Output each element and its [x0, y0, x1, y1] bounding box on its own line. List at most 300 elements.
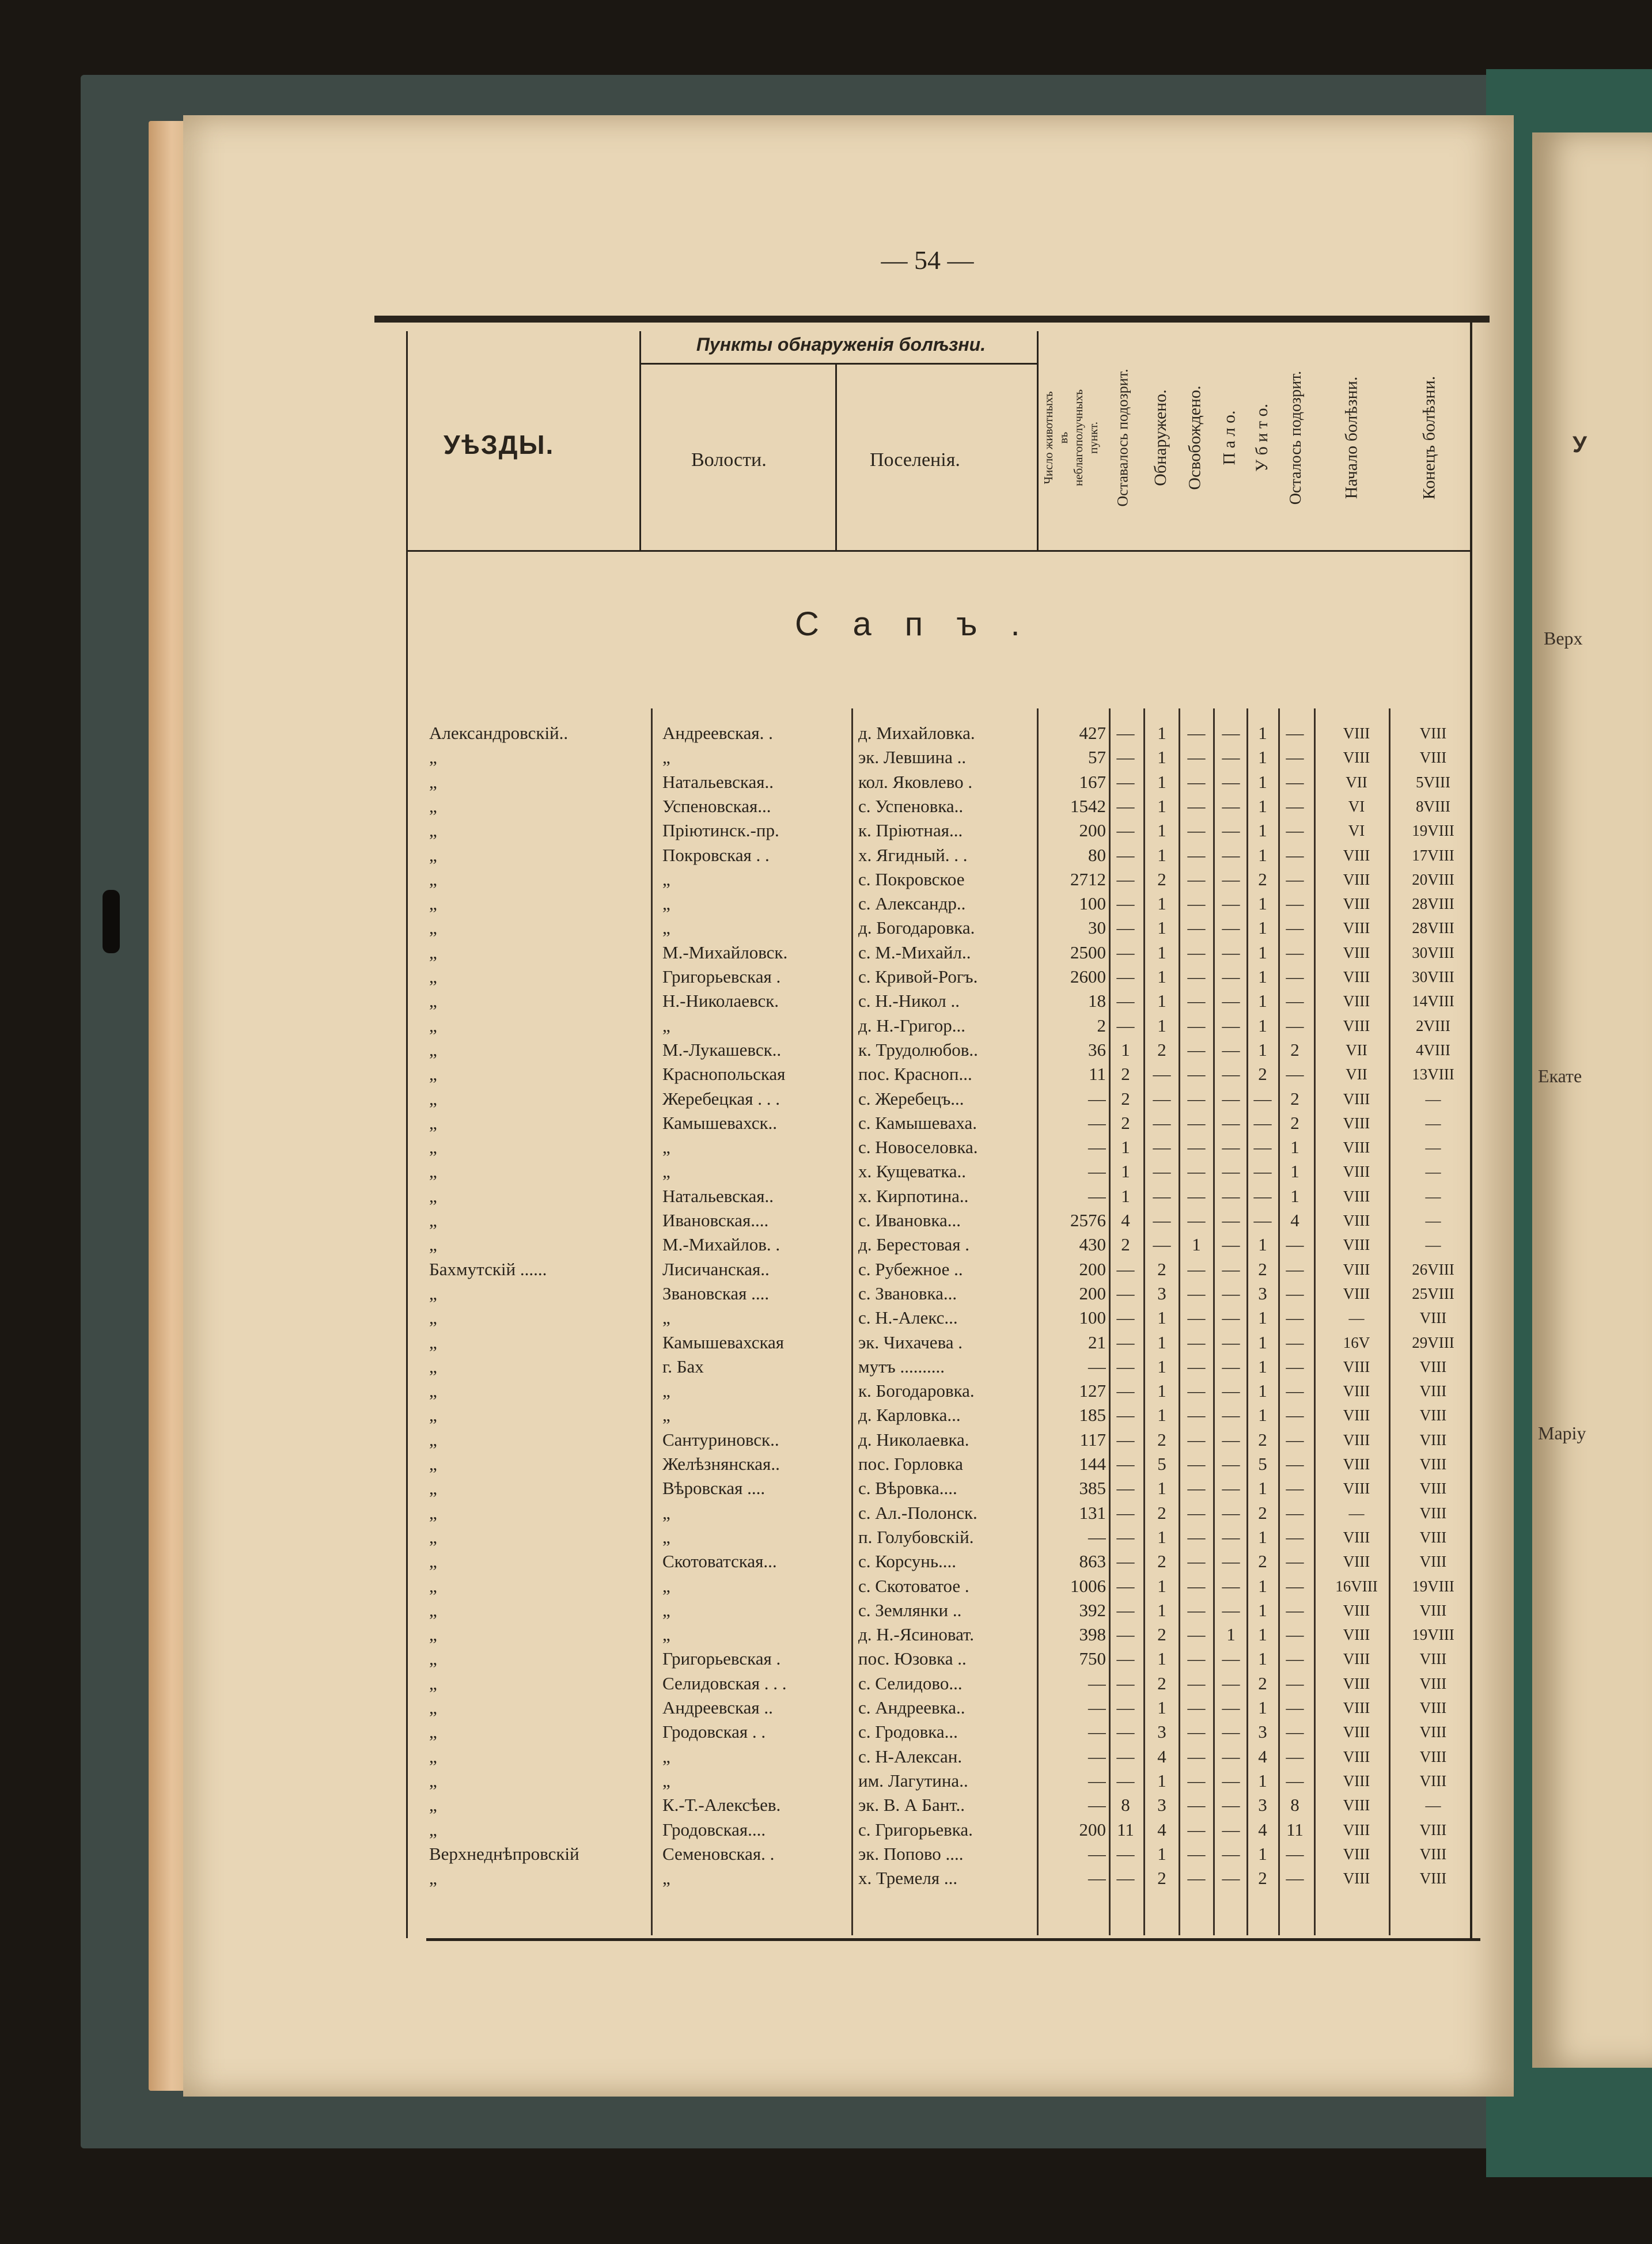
uezd-cell: „ — [429, 1502, 437, 1523]
ostavalos-cell: — — [1116, 1405, 1135, 1426]
table-row — [0, 1574, 1498, 1598]
osvobozhdeno-cell: — — [1187, 1673, 1206, 1693]
nachalo-cell: VIII — [1343, 1260, 1370, 1278]
osvobozhdeno-cell: — — [1187, 942, 1206, 962]
palo-cell: — — [1222, 1843, 1240, 1864]
palo-cell: 1 — [1226, 1624, 1236, 1645]
obnaruzheno-cell: 1 — [1157, 795, 1166, 816]
table-row — [0, 1598, 1498, 1623]
table-row — [0, 745, 1498, 770]
uezd-cell: „ — [429, 747, 437, 768]
volost-cell: „ — [662, 1502, 670, 1523]
obnaruzheno-cell: 2 — [1157, 1502, 1166, 1523]
ostalos-cell: — — [1286, 918, 1304, 938]
obnaruzheno-cell: 2 — [1157, 1868, 1166, 1889]
obnaruzheno-cell: 1 — [1157, 1575, 1166, 1596]
nachalo-cell: VIII — [1343, 1455, 1370, 1473]
nachalo-cell: VI — [1348, 797, 1365, 815]
osvobozhdeno-cell: — — [1187, 1161, 1206, 1182]
obnaruzheno-cell: — — [1153, 1112, 1171, 1133]
volost-cell: Камышевахск.. — [662, 1112, 778, 1133]
ostavalos-cell: — — [1116, 1454, 1135, 1474]
obnaruzheno-cell: 2 — [1157, 1551, 1166, 1572]
konets-cell: — — [1425, 1796, 1441, 1814]
konets-cell: VIII — [1419, 1723, 1447, 1741]
obnaruzheno-cell: 1 — [1157, 844, 1166, 865]
volost-cell: „ — [662, 1137, 670, 1158]
uezd-cell: „ — [429, 942, 437, 962]
table-row — [0, 1745, 1498, 1769]
volost-cell: „ — [662, 747, 670, 768]
ubito-cell: 2 — [1258, 1259, 1267, 1279]
palo-cell: — — [1222, 1502, 1240, 1523]
ostalos-cell: — — [1286, 1332, 1304, 1352]
volost-cell: Андреевская .. — [662, 1697, 773, 1718]
ostavalos-cell: — — [1116, 1429, 1135, 1450]
ubito-cell: 1 — [1258, 1332, 1267, 1352]
ostalos-cell: — — [1286, 747, 1304, 768]
konets-cell: 29VIII — [1412, 1333, 1454, 1351]
osvobozhdeno-cell: — — [1187, 893, 1206, 914]
konets-cell: 28VIII — [1412, 919, 1454, 937]
poselenie-cell: с. Кривой-Рогъ. — [858, 966, 978, 987]
konets-cell: VIII — [1419, 1455, 1447, 1473]
konets-cell: VIII — [1419, 1407, 1447, 1424]
nachalo-cell: VIII — [1343, 1090, 1370, 1108]
konets-cell: VIII — [1419, 1699, 1447, 1716]
poselenie-cell: х. Кущеватка.. — [858, 1161, 967, 1182]
ostalos-cell: — — [1286, 1551, 1304, 1572]
nachalo-cell: 16VIII — [1335, 1577, 1378, 1595]
table-row — [0, 892, 1498, 916]
chislo-cell: 385 — [1079, 1478, 1106, 1499]
konets-cell: VIII — [1419, 1528, 1447, 1546]
ostavalos-cell: 4 — [1121, 1210, 1130, 1230]
obnaruzheno-cell: 2 — [1157, 869, 1166, 889]
chislo-cell: — — [1088, 1088, 1106, 1109]
poselenie-cell: эк. В. А Бант.. — [858, 1795, 965, 1815]
volost-cell: „ — [662, 918, 670, 938]
poselenie-cell: с. Н-Алексан. — [858, 1746, 963, 1767]
ubito-cell: 1 — [1258, 795, 1267, 816]
nachalo-cell: VIII — [1343, 1626, 1370, 1644]
uezd-cell: „ — [429, 1332, 437, 1352]
poselenie-cell: пос. Красноп... — [858, 1064, 972, 1085]
table-row — [0, 1549, 1498, 1574]
ostalos-cell: — — [1286, 1381, 1304, 1401]
ostalos-cell: — — [1286, 1478, 1304, 1499]
ostalos-cell: — — [1286, 1575, 1304, 1596]
obnaruzheno-cell: 1 — [1157, 1843, 1166, 1864]
ostavalos-cell: — — [1116, 1259, 1135, 1279]
poselenie-cell: с. Звановка... — [858, 1283, 957, 1303]
volost-cell: „ — [662, 1599, 670, 1620]
ubito-cell: — — [1253, 1088, 1272, 1109]
palo-cell: — — [1222, 1039, 1240, 1060]
poselenie-cell: д. Михайловка. — [858, 723, 975, 743]
nachalo-cell: VIII — [1343, 919, 1370, 937]
ubito-cell: 1 — [1258, 820, 1267, 841]
table-row — [0, 1623, 1498, 1647]
uezd-cell: „ — [429, 893, 437, 914]
ostavalos-cell: — — [1116, 1307, 1135, 1328]
poselenie-cell: с. Покровское — [858, 869, 965, 889]
chislo-cell: — — [1088, 1161, 1106, 1182]
palo-cell: — — [1222, 771, 1240, 792]
ubito-cell: — — [1253, 1210, 1272, 1230]
header-bottom-rule — [406, 550, 1472, 552]
obnaruzheno-cell: 1 — [1157, 1307, 1166, 1328]
osvobozhdeno-cell: — — [1187, 1746, 1206, 1767]
nachalo-cell: VII — [1346, 773, 1367, 791]
uezd-cell: „ — [429, 1185, 437, 1206]
uezd-cell: „ — [429, 1112, 437, 1133]
konets-cell: VIII — [1419, 1772, 1447, 1790]
chislo-cell: 2500 — [1070, 942, 1106, 962]
konets-cell: VIII — [1419, 1748, 1447, 1765]
volost-cell: Лисичанская.. — [662, 1259, 770, 1279]
uezd-cell: „ — [429, 918, 437, 938]
chislo-cell: 80 — [1088, 844, 1106, 865]
konets-cell: VIII — [1419, 1870, 1447, 1887]
ostalos-cell: — — [1286, 1259, 1304, 1279]
uezd-cell: „ — [429, 1648, 437, 1669]
volost-cell: „ — [662, 1161, 670, 1182]
palo-cell: — — [1222, 1332, 1240, 1352]
uezd-cell: „ — [429, 1405, 437, 1426]
table-row — [0, 1282, 1498, 1306]
table-row — [0, 1647, 1498, 1671]
chislo-cell: — — [1088, 1722, 1106, 1742]
ubito-cell: 2 — [1258, 1673, 1267, 1693]
volost-cell: Пріютинск.-пр. — [662, 820, 779, 841]
nachalo-cell: VIII — [1343, 1480, 1370, 1498]
konets-cell: 28VIII — [1412, 895, 1454, 913]
osvobozhdeno-cell: — — [1187, 1575, 1206, 1596]
konets-cell: 19VIII — [1412, 1577, 1454, 1595]
konets-cell: — — [1425, 1139, 1441, 1157]
header-punkty: Пункты обнаруженія болѣзни. — [696, 334, 986, 355]
ostalos-cell: — — [1286, 1502, 1304, 1523]
ostavalos-cell: — — [1116, 747, 1135, 768]
obnaruzheno-cell: — — [1153, 1234, 1171, 1255]
ostavalos-cell: — — [1116, 1746, 1135, 1767]
konets-cell: 19VIII — [1412, 1626, 1454, 1644]
header-konets: Конецъ болѣзни. — [1419, 376, 1439, 500]
table-row — [0, 1452, 1498, 1476]
volost-cell: Григорьевская . — [662, 1648, 781, 1669]
header-osvobozhdeno: Освобождено. — [1185, 385, 1205, 490]
obnaruzheno-cell: — — [1153, 1161, 1171, 1182]
ubito-cell: 1 — [1258, 844, 1267, 865]
uezd-cell: „ — [429, 1868, 437, 1889]
volost-cell: „ — [662, 1405, 670, 1426]
uezd-cell: „ — [429, 1210, 437, 1230]
chislo-cell: — — [1088, 1356, 1106, 1377]
chislo-cell: 863 — [1079, 1551, 1106, 1572]
obnaruzheno-cell: 1 — [1157, 1770, 1166, 1791]
ostavalos-cell: 8 — [1121, 1795, 1130, 1815]
ostavalos-cell: — — [1116, 1770, 1135, 1791]
ostavalos-cell: — — [1116, 795, 1135, 816]
nachalo-cell: VIII — [1343, 1601, 1370, 1619]
ubito-cell: 1 — [1258, 1843, 1267, 1864]
volost-cell: „ — [662, 1015, 670, 1036]
ubito-cell: — — [1253, 1161, 1272, 1182]
nachalo-cell: VIII — [1343, 1796, 1370, 1814]
konets-cell: VIII — [1419, 1650, 1447, 1668]
header-obnaruzheno: Обнаружено. — [1151, 389, 1170, 486]
ostavalos-cell: — — [1116, 1551, 1135, 1572]
ostalos-cell: 1 — [1290, 1161, 1299, 1182]
uezd-cell: „ — [429, 1746, 437, 1767]
ostalos-cell: — — [1286, 1064, 1304, 1085]
osvobozhdeno-cell: — — [1187, 1770, 1206, 1791]
volost-cell: М.-Михайлов. . — [662, 1234, 780, 1255]
chislo-cell: — — [1088, 1185, 1106, 1206]
volost-cell: „ — [662, 893, 670, 914]
chislo-cell: 36 — [1088, 1039, 1106, 1060]
poselenie-cell: к. Трудолюбов.. — [858, 1039, 978, 1060]
next-page — [1532, 132, 1652, 2068]
table-row — [0, 1014, 1498, 1038]
poselenie-cell: с. Н.-Алекс... — [858, 1307, 958, 1328]
obnaruzheno-cell: 2 — [1157, 1039, 1166, 1060]
ostalos-cell: — — [1286, 1843, 1304, 1864]
chislo-cell: — — [1088, 1843, 1106, 1864]
nachalo-cell: VIII — [1343, 1114, 1370, 1132]
ostalos-cell: — — [1286, 942, 1304, 962]
palo-cell: — — [1222, 1868, 1240, 1889]
ostavalos-cell: 2 — [1121, 1088, 1130, 1109]
uezd-cell: „ — [429, 1599, 437, 1620]
palo-cell: — — [1222, 991, 1240, 1011]
ostalos-cell: — — [1286, 1356, 1304, 1377]
volost-cell: Успеновская... — [662, 795, 771, 816]
volost-cell: Григорьевская . — [662, 966, 781, 987]
palo-cell: — — [1222, 1161, 1240, 1182]
konets-cell: 30VIII — [1412, 943, 1454, 961]
next-page-ekat: Екате — [1538, 1066, 1582, 1086]
ubito-cell: 5 — [1258, 1454, 1267, 1474]
obnaruzheno-cell: — — [1153, 1137, 1171, 1158]
volost-cell: Натальевская.. — [662, 771, 774, 792]
chislo-cell: — — [1088, 1746, 1106, 1767]
obnaruzheno-cell: 2 — [1157, 1259, 1166, 1279]
ostalos-cell: 1 — [1290, 1185, 1299, 1206]
osvobozhdeno-cell: — — [1187, 1454, 1206, 1474]
konets-cell: 13VIII — [1412, 1066, 1454, 1083]
obnaruzheno-cell: 1 — [1157, 1015, 1166, 1036]
osvobozhdeno-cell: — — [1187, 966, 1206, 987]
chislo-cell: 100 — [1079, 893, 1106, 914]
ostavalos-cell: — — [1116, 991, 1135, 1011]
chislo-cell: — — [1088, 1137, 1106, 1158]
nachalo-cell: VIII — [1343, 870, 1370, 888]
obnaruzheno-cell: 1 — [1157, 747, 1166, 768]
poselenie-cell: х. Тремеля ... — [858, 1868, 958, 1889]
osvobozhdeno-cell: — — [1187, 1332, 1206, 1352]
table-row — [0, 1403, 1498, 1427]
volost-cell: „ — [662, 1381, 670, 1401]
konets-cell: 20VIII — [1412, 870, 1454, 888]
ostalos-cell: 8 — [1290, 1795, 1299, 1815]
nachalo-cell: VIII — [1343, 1821, 1370, 1839]
nachalo-cell: VIII — [1343, 1284, 1370, 1302]
ostalos-cell: — — [1286, 723, 1304, 743]
osvobozhdeno-cell: — — [1187, 869, 1206, 889]
palo-cell: — — [1222, 723, 1240, 743]
table-row — [0, 1135, 1498, 1159]
uezd-cell: „ — [429, 1697, 437, 1718]
volost-cell: „ — [662, 1746, 670, 1767]
volost-cell: Гродовская . . — [662, 1722, 766, 1742]
obnaruzheno-cell: 1 — [1157, 991, 1166, 1011]
ostavalos-cell: — — [1116, 1478, 1135, 1499]
nachalo-cell: VIII — [1343, 1236, 1370, 1254]
palo-cell: — — [1222, 1819, 1240, 1840]
konets-cell: 4VIII — [1416, 1041, 1450, 1059]
chislo-cell: 11 — [1089, 1064, 1106, 1085]
nachalo-cell: — — [1348, 1309, 1365, 1327]
header-nachalo: Начало болѣзни. — [1342, 376, 1361, 499]
ostavalos-cell: — — [1116, 942, 1135, 962]
uezd-cell: Бахмутскій ...... — [429, 1259, 547, 1279]
ostalos-cell: — — [1286, 1868, 1304, 1889]
section-title: Сапъ. — [795, 605, 1054, 643]
poselenie-cell: эк. Левшина .. — [858, 747, 967, 768]
nachalo-cell: VIII — [1343, 1528, 1370, 1546]
osvobozhdeno-cell: — — [1187, 747, 1206, 768]
palo-cell: — — [1222, 966, 1240, 987]
osvobozhdeno-cell: — — [1187, 820, 1206, 841]
uezd-cell: „ — [429, 1137, 437, 1158]
konets-cell: VIII — [1419, 1601, 1447, 1619]
uezd-cell: „ — [429, 1064, 437, 1085]
table-row — [0, 1671, 1498, 1696]
poselenie-cell: с. Ал.-Полонск. — [858, 1502, 977, 1523]
uezd-cell: „ — [429, 820, 437, 841]
nachalo-cell: VIII — [1343, 846, 1370, 864]
chislo-cell: 200 — [1079, 1283, 1106, 1303]
header-divider — [835, 364, 837, 551]
palo-cell: — — [1222, 1307, 1240, 1328]
ostalos-cell: — — [1286, 1697, 1304, 1718]
konets-cell: VIII — [1419, 1821, 1447, 1839]
konets-cell: VIII — [1419, 1358, 1447, 1375]
table-row — [0, 1062, 1498, 1086]
header-palo: П а л о. — [1219, 410, 1239, 465]
volost-cell: Звановская .... — [662, 1283, 770, 1303]
ostavalos-cell: 2 — [1121, 1112, 1130, 1133]
osvobozhdeno-cell: — — [1187, 723, 1206, 743]
ostalos-cell: — — [1286, 1405, 1304, 1426]
osvobozhdeno-cell: — — [1187, 1551, 1206, 1572]
top-rule — [374, 316, 1490, 323]
table-row — [0, 1793, 1498, 1817]
poselenie-cell: с. М.-Михайл.. — [858, 942, 971, 962]
konets-cell: 5VIII — [1416, 773, 1450, 791]
ubito-cell: 3 — [1258, 1722, 1267, 1742]
konets-cell: — — [1425, 1163, 1441, 1181]
ubito-cell: 1 — [1258, 1624, 1267, 1645]
ubito-cell: 3 — [1258, 1283, 1267, 1303]
bottom-rule — [426, 1938, 1480, 1941]
palo-cell: — — [1222, 1381, 1240, 1401]
table-row — [0, 965, 1498, 989]
ostavalos-cell: 2 — [1121, 1064, 1130, 1085]
uezd-cell: „ — [429, 1015, 437, 1036]
ostalos-cell: — — [1286, 1599, 1304, 1620]
uezd-cell: „ — [429, 1234, 437, 1255]
table-row — [0, 721, 1498, 745]
ostavalos-cell: — — [1116, 1673, 1135, 1693]
poselenie-cell: д. Богодаровка. — [858, 918, 975, 938]
poselenie-cell: х. Ягидный. . . — [858, 844, 968, 865]
table-row — [0, 1087, 1498, 1111]
obnaruzheno-cell: 1 — [1157, 820, 1166, 841]
obnaruzheno-cell: 1 — [1157, 723, 1166, 743]
chislo-cell: — — [1088, 1770, 1106, 1791]
poselenie-cell: к. Богодаровка. — [858, 1381, 975, 1401]
konets-cell: — — [1425, 1212, 1441, 1229]
obnaruzheno-cell: 1 — [1157, 771, 1166, 792]
volost-cell: М.-Лукашевск.. — [662, 1039, 782, 1060]
poselenie-cell: эк. Чихачева . — [858, 1332, 963, 1352]
osvobozhdeno-cell: 1 — [1192, 1234, 1201, 1255]
palo-cell: — — [1222, 1283, 1240, 1303]
nachalo-cell: VIII — [1343, 1139, 1370, 1157]
palo-cell: — — [1222, 1064, 1240, 1085]
palo-cell: — — [1222, 1015, 1240, 1036]
nachalo-cell: VIII — [1343, 1553, 1370, 1571]
volost-cell: „ — [662, 869, 670, 889]
ostalos-cell: — — [1286, 844, 1304, 865]
ostalos-cell: — — [1286, 1648, 1304, 1669]
ubito-cell: 1 — [1258, 1039, 1267, 1060]
palo-cell: — — [1222, 869, 1240, 889]
obnaruzheno-cell: 3 — [1157, 1283, 1166, 1303]
obnaruzheno-cell: 2 — [1157, 1673, 1166, 1693]
ubito-cell: — — [1253, 1112, 1272, 1133]
poselenie-cell: с. Н.-Никол .. — [858, 991, 960, 1011]
konets-cell: — — [1425, 1114, 1441, 1132]
palo-cell: — — [1222, 1551, 1240, 1572]
nachalo-cell: VIII — [1343, 1674, 1370, 1692]
ubito-cell: 4 — [1258, 1746, 1267, 1767]
volost-cell: Селидовская . . . — [662, 1673, 787, 1693]
chislo-cell: 144 — [1079, 1454, 1106, 1474]
poselenie-cell: эк. Попово .... — [858, 1843, 964, 1864]
uezd-cell: „ — [429, 1770, 437, 1791]
nachalo-cell: VIII — [1343, 1382, 1370, 1400]
konets-cell: 8VIII — [1416, 797, 1450, 815]
uezd-cell: „ — [429, 795, 437, 816]
chislo-cell: 750 — [1079, 1648, 1106, 1669]
uezd-cell: Александровскій.. — [429, 723, 569, 743]
ubito-cell: 1 — [1258, 1015, 1267, 1036]
poselenie-cell: с. Александр.. — [858, 893, 966, 914]
obnaruzheno-cell: 4 — [1157, 1746, 1166, 1767]
obnaruzheno-cell: 1 — [1157, 893, 1166, 914]
ostavalos-cell: — — [1116, 1624, 1135, 1645]
volost-cell: Натальевская.. — [662, 1185, 774, 1206]
poselenie-cell: с. Селидово... — [858, 1673, 963, 1693]
osvobozhdeno-cell: — — [1187, 1843, 1206, 1864]
uezd-cell: „ — [429, 1429, 437, 1450]
ostavalos-cell: 1 — [1121, 1185, 1130, 1206]
ubito-cell: 1 — [1258, 1599, 1267, 1620]
